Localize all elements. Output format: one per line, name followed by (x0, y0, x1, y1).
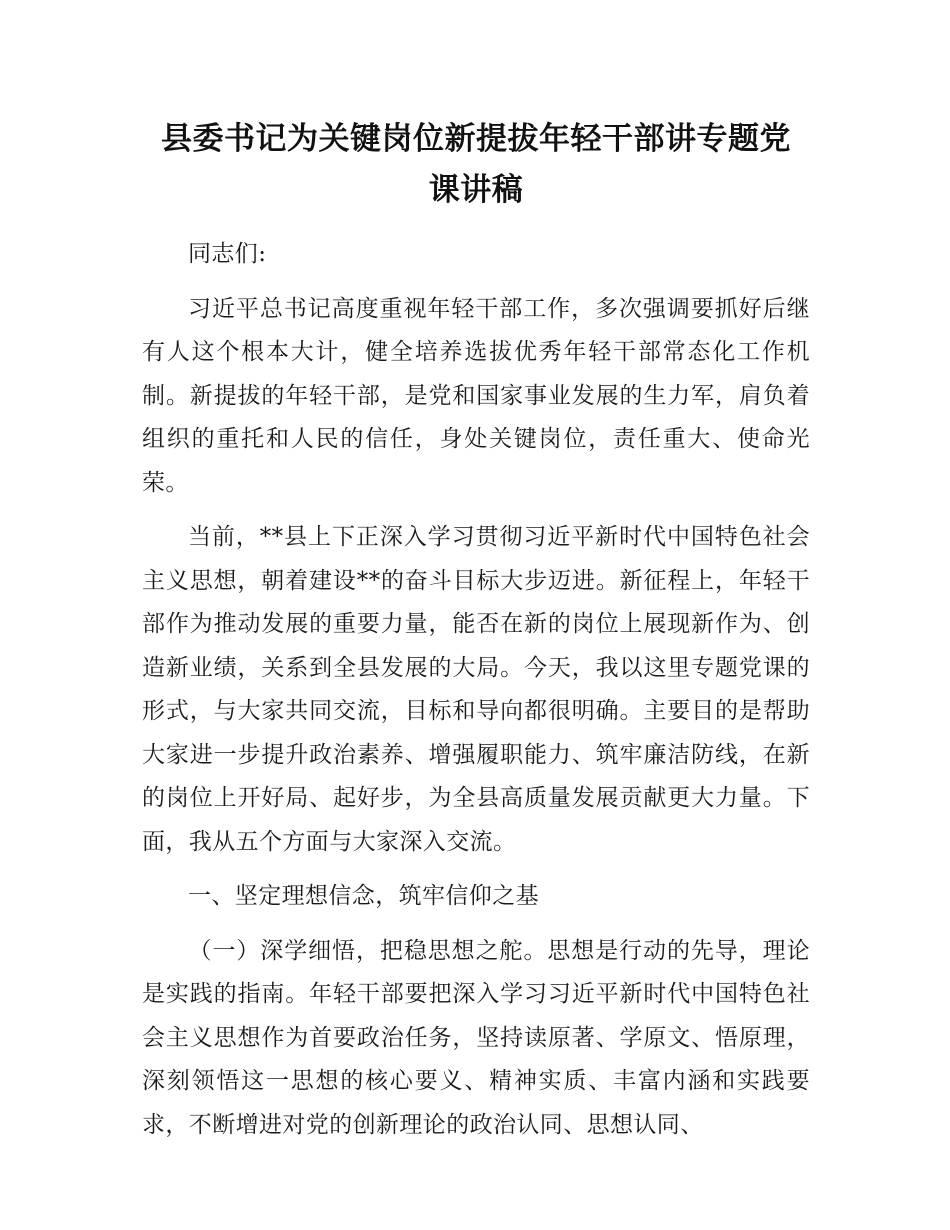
subsection-1-paragraph (142, 930, 810, 1148)
greeting: 同志们: (188, 241, 267, 267)
title-line-1: 县委书记为关键岗位新提拔年轻干部讲专题党 (161, 121, 791, 157)
title-line-2: 课讲稿 (428, 172, 524, 208)
paragraph-2: 当前，**县上下正深入学习贯彻习近平新时代中国特色社会主义思想，朝着建设**的奋斗目标大步迈进。新征程上，年轻干部作为推动发展的重要力量，能否在新的岗位上展现新作为、创造新业绩，关系到全县发展的大局。今天，我以这里专题党课的形式，与大家共同交流，目标和导向都很明确。主要目的是帮助大家进一步提升政治素养、增强履职能力、筑牢廉洁防线，在新的岗位上开好局、起好步，为全县高质量发展贡献更大力量。下面，我从五个方面与大家深入交流。 (142, 524, 810, 855)
section-1-heading: 一、坚定理想信念，筑牢信仰之基 (188, 883, 539, 909)
paragraph-1: 习近平总书记高度重视年轻干部工作，多次强调要抓好后继有人这个根本大计，健全培养选拔优秀年轻干部常态化工作机制。新提拔的年轻干部，是党和国家事业发展的生力军，肩负着组织的重托和人民的信任，身处关键岗位，责任重大、使命光荣。 (142, 295, 810, 496)
document-page (142, 0, 810, 1147)
document-title (142, 114, 810, 216)
subsection-1-text: （一）深学细悟，把稳思想之舵。思想是行动的先导，理论是实践的指南。年轻干部要把深入学习习近平新时代中国特色社会主义思想作为首要政治任务，坚持读原著、学原文、悟原理，深刻领悟这一思想的核心要义、精神实质、丰富内涵和实践要求，不断增进对党的创新理论的政治认同、思想认同、 (142, 937, 810, 1138)
